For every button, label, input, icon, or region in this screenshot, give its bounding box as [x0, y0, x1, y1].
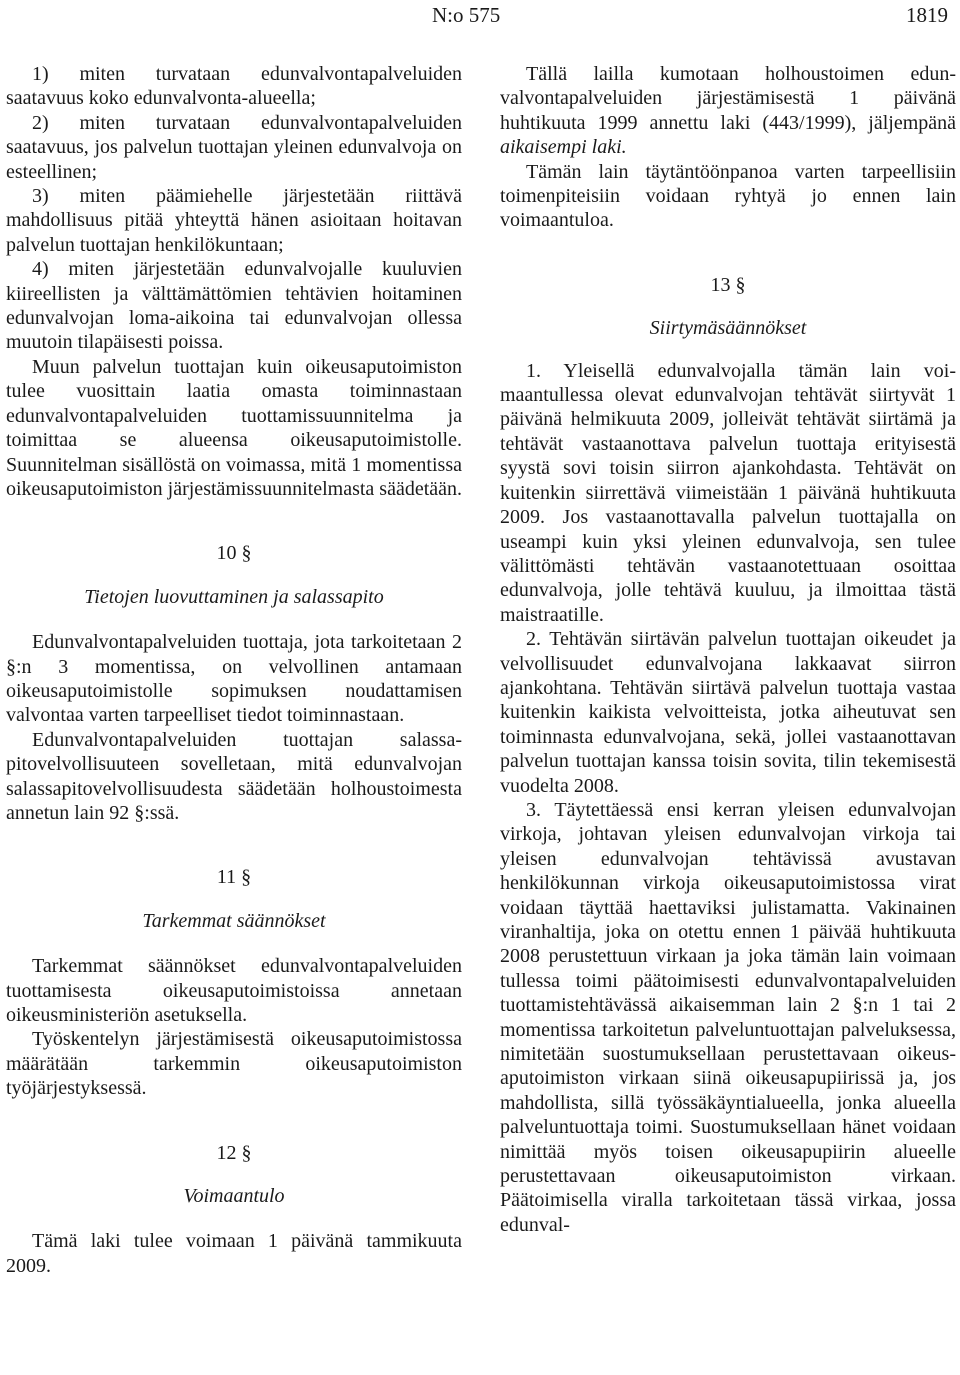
section-number-11: 11 § [216, 866, 252, 889]
section-number-10: 10 § [216, 542, 252, 565]
paragraph: Edunvalvontapalveluiden tuottajan salassapitovelvollisuuteen sovelletaan, mitä edunvalvojan salassapitovelvollisuudesta säädetään holhoustoimesta annetun lain 92 §:ssä. [6, 728, 462, 824]
page-header [0, 0, 960, 30]
list-item: 1) miten turvataan edunvalvontapalveluiden saatavuus koko edunvalvonta-alueella; [6, 63, 462, 110]
left-column [6, 62, 462, 1278]
repeal-text: Tällä lailla kumotaan holhoustoimen edunvalvontapalveluiden järjestämisestä 1 päivänä huhtikuuta 1999 annettu laki (443/1999), jäljempänä [500, 63, 956, 134]
right-column [500, 62, 956, 1237]
page-number: 1819 [906, 3, 948, 27]
paragraph: Tarkemmat säännökset edunvalvontapalveluiden tuottamisesta oikeusaputoimistoissa annetaan oikeusministeriön asetuksella. [6, 955, 462, 1026]
paragraph: 2. Tehtävän siirtävän palvelun tuottajan oikeudet ja velvollisuudet edunvalvojana lakkaavat siirron ajankohtana. Tehtävän siirtävä palvelun tuottaja vastaa kuitenkin kaikista velvoitteista, jotka aiheutuvat sen toiminnasta edunvalvojana, sekä, jollei vastaanottavan palvelun tuottajan kanssa toisin sovita, tilin tekemisestä vuodelta 2008. [500, 628, 956, 797]
paragraph [500, 62, 956, 160]
list-item: 4) miten järjestetään edunvalvojalle kuuluvien kiireellisten ja välttämättömien tehtävien hoitaminen edunvalvojan loma-aikoina tai edunvalvojan ollessa muutoin tilapäisesti poissa. [6, 258, 462, 354]
section-title-13: Siirtymäsäännökset [649, 317, 807, 340]
paragraph: Edunvalvontapalveluiden tuottaja, jota tarkoitetaan 2 §:n 3 momentissa, on velvollinen antamaan oikeusaputoimistolle sopimuksen noudattamisen valvontaa varten tarpeelliset tiedot toiminnastaan. [6, 631, 462, 727]
paragraph: Tämä laki tulee voimaan 1 päivänä tammikuuta 2009. [6, 1230, 462, 1277]
defined-term: aikaisempi laki. [500, 136, 627, 159]
paragraph: Muun palvelun tuottajan kuin oikeusaputoimiston tulee vuosittain laatia omasta toiminnastaan edunvalvontapalveluiden tuottamissuunnitelma ja toimittaa se alueensa oikeusaputoimistolle. Suunnitelman sisällöstä on voimassa, mitä 1 momentissa oikeusaputoimiston järjestämissuunnitelmasta säädetään. [6, 355, 463, 500]
list-item: 3) miten päämiehelle järjestetään riittävä mahdollisuus pitää yhteyttä hänen asioitaan hoitavan palvelun tuottajan henkilökuntaan; [6, 185, 462, 256]
statute-number: N:o 575 [432, 3, 501, 27]
paragraph: 1. Yleisellä edunvalvojalla tämän lain voimaantullessa olevat edunvalvojan tehtävät siirtyvät 1 päivänä helmikuuta 2009, jolleivät tehtävät siirtämä ja tehtävät vastaanottava palvelun tuottaja erityisestä syystä sovi toisin siirron ajankohdasta. Tehtävät on kuitenkin siirrettävä viimeistään 1 päivänä huhtikuuta 2009. Jos vastaanottavalla palvelun tuottajalla on useampi kuin yksi yleinen edunvalvoja, sen tulee välittömästi tehtävän vastaanotettuaan osoittaa edunvalvoja, jolle tehtävä kuuluu, ja ilmoittaa tästä maistraatille. [500, 359, 956, 626]
paragraph: Työskentelyn järjestämisestä oikeusaputoimistossa määrätään tarkemmin oikeusaputoimiston työjärjestyksessä. [6, 1028, 462, 1100]
paragraph: Tämän lain täytäntöönpanoa varten tarpeellisiin toimenpiteisiin voidaan ryhtyä jo ennen lain voimaantuloa. [500, 160, 956, 232]
section-number-13: 13 § [710, 273, 746, 296]
section-title-10: Tietojen luovuttaminen ja salassapito [84, 585, 384, 608]
section-number-12: 12 § [216, 1141, 252, 1164]
list-item: 2) miten turvataan edunvalvontapalveluiden saatavuus, jos palvelun tuottajan yleinen edunvalvoja on esteellinen; [6, 111, 462, 183]
section-title-11: Tarkemmat säännökset [142, 909, 326, 932]
paragraph: 3. Täytettäessä ensi kerran yleisen edunvalvojan virkoja, johtavan yleisen edunvalvojan virkoja tai yleisen edunvalvojan tehtävissä avustavan henkilökunnan virkoja oikeusaputoimistossa virat voidaan täyttää haettaviksi julistamatta. Vakinainen viranhaltija, joka on otettu ennen 1 päivää huhtikuuta 2008 perustettuun virkaan ja joka tämän lain voimaan tullessa toimi päätoimisesti edunvalvontapalveluiden tuottamistehtävässä aikaisemman lain 2 §:n 1 tai 2 momentissa tarkoitetun palveluntuottajan palveluksessa, nimitetään suostumuksellaan perustettavaan oikeusaputoimiston virkaan siinä oikeusapupiirissä ja, jos mahdollista, sillä työssäkäyntialueella, jonka alueella palveluntuottaja toimi. Suostumuksellaan hänet voidaan nimittää myös toisen oikeusapupiirin alueelle perustettavaan oikeusaputoimiston virkaan. Päätoimisella viralla tarkoitetaan tässä virkaa, jossa edunval- [500, 798, 956, 1236]
section-title-12: Voimaantulo [183, 1185, 285, 1208]
